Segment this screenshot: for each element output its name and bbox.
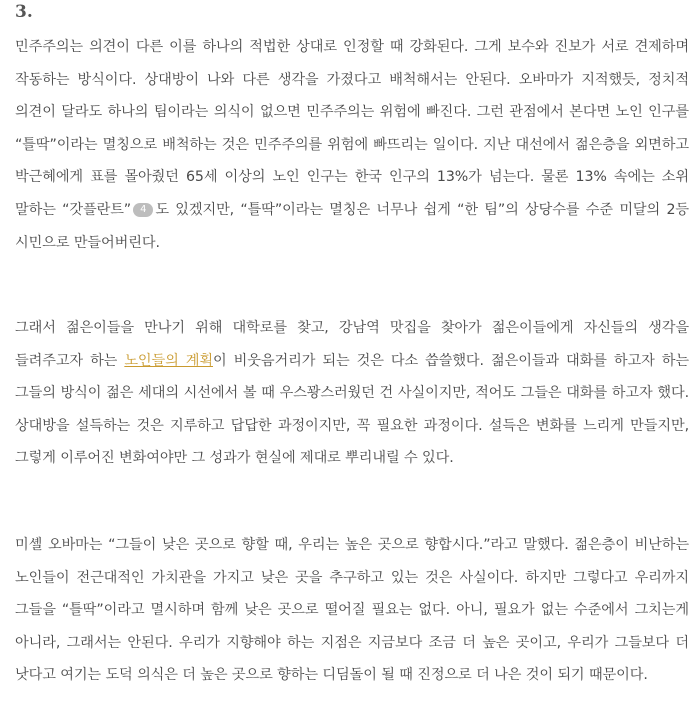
paragraph-1-text-end: 도 있겠지만, “틀딱”이라는 멸칭은 너무나 쉽게 “한 팀”의 상당수를 수준 미달의 2등 시민으로 만들어버린다. xyxy=(15,201,689,251)
footnote-badge[interactable]: 4 xyxy=(133,203,153,217)
paragraph-2-text-end: 이 비웃음거리가 되는 것은 다소 씁쓸했다. 젊은이들과 대화를 하고자 하는 그들의 방식이 젊은 세대의 시선에서 볼 때 우스꽝스러웠던 건 사실이지만, 적어도 그들은 대화를 하고자 했다. 상대방을 설득하는 것은 지루하고 답답한 과정이지만, 꼭 필요한 과정이다. 설득은 변화를 느리게 만들지만, 그렇게 이루어진 변화여야만 그 성과가 현실에 제대로 뿌리내릴 수 있다. xyxy=(15,352,689,467)
paragraph-3 xyxy=(15,529,689,692)
elderly-plan-link[interactable]: 노인들의 계획 xyxy=(124,352,214,369)
section-number: 3. xyxy=(15,2,33,22)
paragraph-3-text: 미셸 오바마는 “그들이 낮은 곳으로 향할 때, 우리는 높은 곳으로 향합시다.”라고 말했다. 젊은층이 비난하는 노인들이 전근대적인 가치관을 가지고 낮은 곳을 추구하고 있는 것은 사실이다. 하지만 그렇다고 우리까지 그들을 “틀딱”이라고 멸시하며 함께 낮은 곳으로 떨어질 필요는 없다. 아니, 필요가 없는 수준에서 그치는게 아니라, 그래서는 안된다. 우리가 지향해야 하는 지점은 지금보다 조금 더 높은 곳이고, 우리가 그들보다 더 낫다고 여기는 도덕 의식은 더 높은 곳으로 향하는 디딤돌이 될 때 진정으로 더 나은 것이 되기 때문이다. xyxy=(15,537,689,684)
paragraph-1 xyxy=(15,31,689,259)
paragraph-2-text-start: 그래서 젊은이들을 만나기 위해 대학로를 찾고, 강남역 맛집을 찾아가 젊은이들에게 자신들의 생각을 들려주고자 하는 xyxy=(15,320,689,369)
paragraph-2 xyxy=(15,312,689,475)
paragraph-1-text-start: 민주주의는 의견이 다른 이를 하나의 적법한 상대로 인정할 때 강화된다. 그게 보수와 진보가 서로 견제하며 작동하는 방식이다. 상대방이 나와 다른 생각을 가졌다고 배척해서는 안된다. 오바마가 지적했듯, 정치적 의견이 달라도 하나의 팀이라는 의식이 없으면 민주주의는 위험에 빠진다. 그런 관점에서 본다면 노인 인구를 “틀딱”이라는 멸칭으로 배척하는 것은 민주주의를 위험에 빠뜨리는 일이다. 지난 대선에서 젊은층을 외면하고 박근혜에게 표를 몰아줬던 65세 이상의 노인 인구는 한국 인구의 13%가 넘는다. 물론 13% 속에는 소위 말하는 “갓플란트” xyxy=(15,39,689,218)
